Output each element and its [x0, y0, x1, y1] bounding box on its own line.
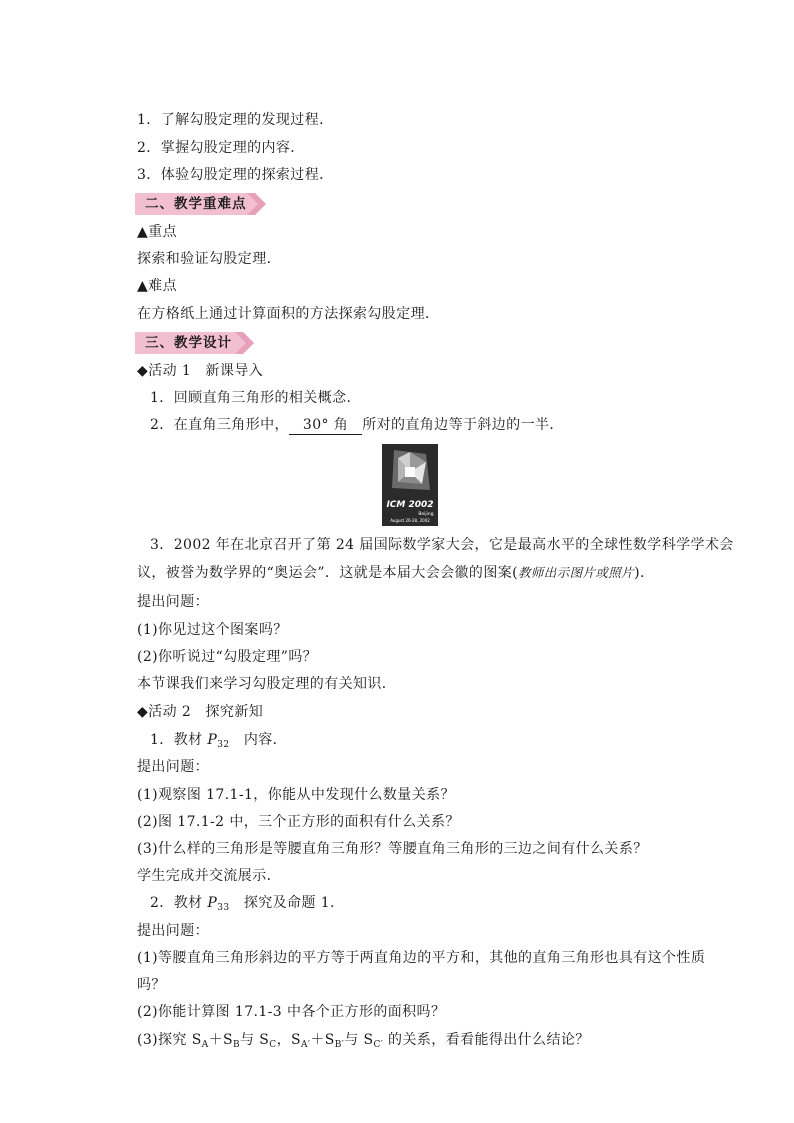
section-title: 二、教学重难点 [145, 196, 247, 212]
section-banner-key-points [135, 193, 267, 215]
difficult-point-label: ▲难点 [137, 278, 177, 294]
activity-1-title: ◆活动 1 新课导入 [137, 363, 264, 379]
objective-3: 3．体验勾股定理的探索过程． [137, 167, 334, 183]
activity-1-item-1: 1．回顾直角三角形的相关概念. [150, 390, 352, 406]
icm-2002-logo-image [382, 444, 438, 526]
key-point-text: 探索和验证勾股定理． [137, 251, 281, 267]
objective-1: 1．了解勾股定理的发现过程． [137, 112, 334, 128]
question-4-line-1: (1)等腰直角三角形斜边的平方等于两直角边的平方和，其他的直角三角形也具有这个性质 [137, 950, 706, 966]
question-6: (3)探究 $S_A+S_B$与 $S_C$，$S_{A'}+S_{B'}$与 $S_{C'}$ 的关系，看看能得出什么结论？ [137, 1032, 590, 1050]
ask-questions-label: 提出问题： [137, 594, 209, 610]
student-task: 学生完成并交流展示． [137, 868, 281, 884]
teacher-note: 教师出示图片或照片 [517, 565, 635, 580]
activity-1-item-3-line-1: 3．2002 年在北京召开了第 24 届国际数学家大会，它是最高水平的全球性数学科学学术会 [150, 537, 734, 553]
answer-blank: 30° 角 [289, 417, 362, 435]
section-banner-teaching-design [135, 332, 267, 354]
lesson-summary: 本节课我们来学习勾股定理的有关知识． [137, 676, 397, 692]
icm-logo-emblem [382, 444, 438, 526]
ask-questions-label: 提出问题： [137, 923, 209, 939]
key-point-label: ▲重点 [137, 224, 177, 240]
difficult-point-text: 在方格纸上通过计算面积的方法探索勾股定理． [137, 306, 440, 322]
question-4-line-2: 吗？ [137, 977, 166, 993]
logo-subtitle: Beijing [418, 512, 434, 517]
question-1: (1)观察图 17.1-1，你能从中发现什么数量关系？ [137, 787, 455, 803]
ask-questions-label: 提出问题： [137, 759, 209, 775]
objective-2: 2．掌握勾股定理的内容． [137, 140, 305, 156]
activity-2-item-1: 1．教材 $P_{32}$ 内容． [150, 732, 288, 750]
question-2: (2)图 17.1-2 中，三个正方形的面积有什么关系？ [137, 814, 460, 830]
question-5: (2)你能计算图 17.1-3 中各个正方形的面积吗？ [137, 1004, 446, 1020]
question-3: (3)什么样的三角形是等腰直角三角形？等腰直角三角形的三边之间有什么关系？ [137, 841, 648, 857]
activity-2-item-2: 2．教材 $P_{33}$ 探究及命题 1. [150, 895, 335, 913]
activity-2-title: ◆活动 2 探究新知 [137, 704, 264, 720]
logo-title: ICM 2002 [386, 500, 434, 510]
activity-1-item-2: 2．在直角三角形中， 30° 角 所对的直角边等于斜边的一半． [150, 417, 564, 433]
activity-1-item-3-line-2: 议，被誉为数学界的“奥运会”．这就是本届大会会徽的图案(教师出示图片或照片)． [137, 565, 655, 581]
logo-dates: August 20-28, 2002 [390, 518, 430, 523]
question-2: (2)你听说过“勾股定理”吗？ [137, 649, 318, 665]
question-1: (1)你见过这个图案吗？ [137, 622, 288, 638]
section-title: 三、教学设计 [145, 335, 232, 351]
